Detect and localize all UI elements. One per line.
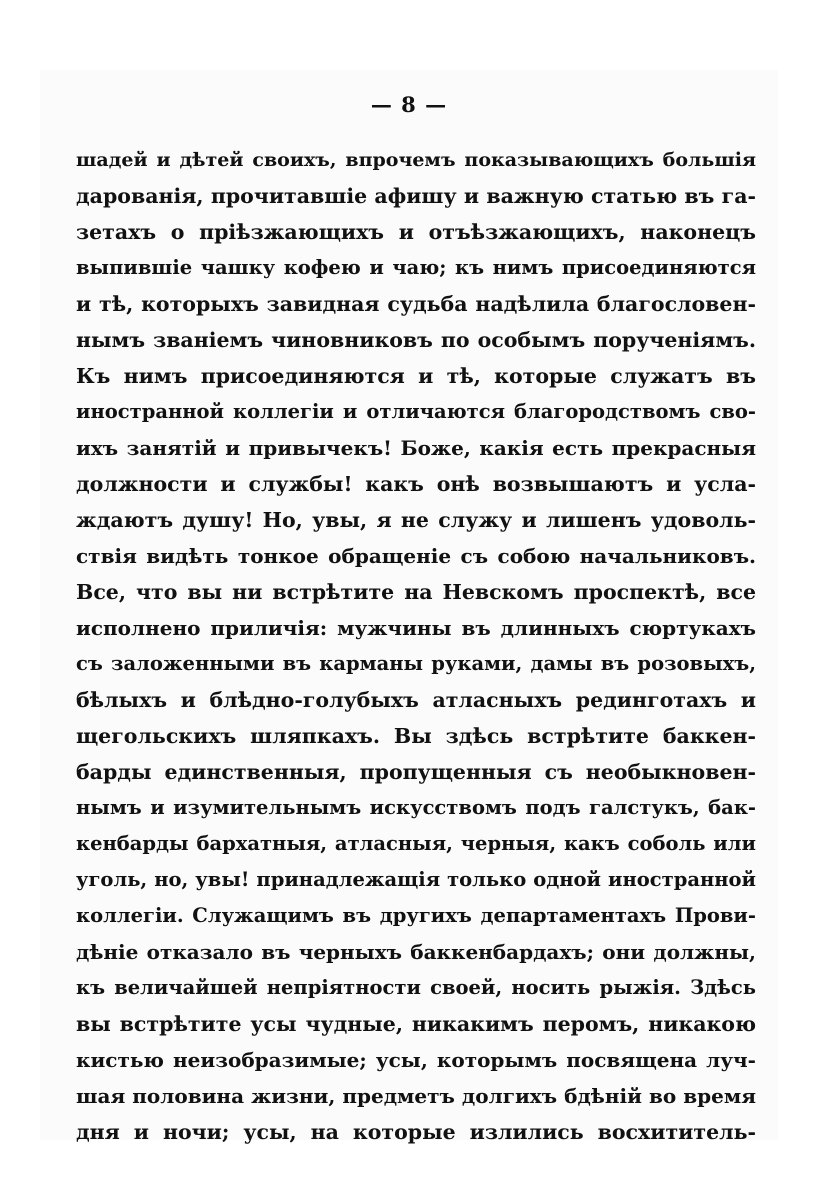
text-line: барды единственныя, пропущенныя съ необыкновен- bbox=[76, 760, 756, 784]
text-line: съ заложенными въ карманы руками, дамы въ розовыхъ, bbox=[76, 652, 756, 675]
text-line: кистью неизобразимые; усы, которымъ посвящена луч- bbox=[76, 1048, 756, 1072]
text-line: дѣніе отказало въ черныхъ баккенбардахъ; они должны, bbox=[76, 940, 756, 964]
text-line: щегольскихъ шляпкахъ. Вы здѣсь встрѣтите баккен- bbox=[76, 724, 756, 748]
text-line: ихъ занятій и привычекъ! Боже, какія есть прекрасныя bbox=[76, 436, 756, 460]
text-line: нымъ и изумительнымъ искусствомъ подъ галстукъ, бак- bbox=[76, 796, 756, 819]
text-line: вы встрѣтите усы чудные, никакимъ перомъ, никакою bbox=[76, 1012, 756, 1036]
text-line: выпившіе чашку кофею и чаю; къ нимъ присоединяются bbox=[76, 256, 756, 279]
text-line: и тѣ, которыхъ завидная судьба надѣлила благословен- bbox=[76, 292, 756, 316]
text-line: иностранной коллегіи и отличаются благородствомъ сво- bbox=[76, 400, 756, 423]
text-line: къ величайшей непріятности своей, носить рыжія. Здѣсь bbox=[76, 976, 756, 999]
text-line: нымъ званіемъ чиновниковъ по особымъ порученіямъ. bbox=[76, 328, 756, 352]
text-line: кенбарды бархатныя, атласныя, черныя, какъ соболь или bbox=[76, 832, 756, 855]
text-line: коллегіи. Служащимъ въ другихъ департаментахъ Прови- bbox=[76, 904, 756, 927]
text-line: шая половина жизни, предметъ долгихъ бдѣній во время bbox=[76, 1084, 756, 1108]
text-line: дня и ночи; усы, на которые излились восхититель- bbox=[76, 1120, 756, 1144]
text-line: бѣлыхъ и блѣдно-голубыхъ атласныхъ рединготахъ и bbox=[76, 688, 756, 712]
text-line: Все, что вы ни встрѣтите на Невскомъ проспектѣ, все bbox=[76, 580, 756, 604]
text-line: исполнено приличія: мужчины въ длинныхъ сюртукахъ bbox=[76, 616, 756, 640]
text-line: ствія видѣть тонкое обращеніе съ собою начальниковъ. bbox=[76, 544, 756, 568]
text-line: должности и службы! какъ онѣ возвышаютъ и усла- bbox=[76, 472, 756, 496]
text-line: зетахъ о пріѣзжающихъ и отъѣзжающихъ, наконецъ bbox=[76, 220, 756, 244]
text-line: шадей и дѣтей своихъ, впрочемъ показывающихъ большія bbox=[76, 149, 756, 171]
text-line: ждаютъ душу! Но, увы, я не служу и лишенъ удоволь- bbox=[76, 508, 756, 532]
page-number: — 8 — bbox=[370, 92, 448, 117]
text-line: уголь, но, увы! принадлежащія только одной иностранной bbox=[76, 868, 756, 891]
text-line: дарованія, прочитавшіе афишу и важную статью въ га- bbox=[76, 184, 756, 208]
text-line: Къ нимъ присоединяются и тѣ, которые служатъ въ bbox=[76, 364, 756, 388]
book-page bbox=[40, 70, 778, 1144]
body-text bbox=[76, 142, 756, 1150]
